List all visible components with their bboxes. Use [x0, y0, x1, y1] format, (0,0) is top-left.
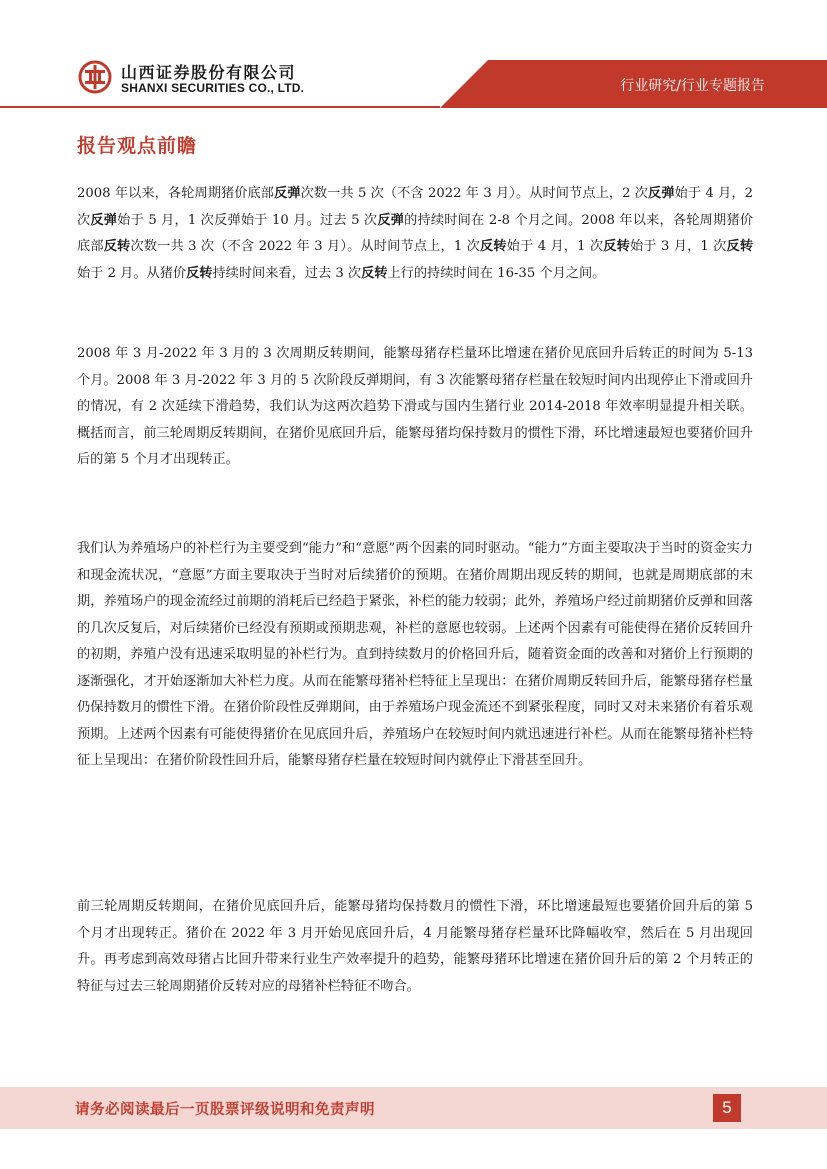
paragraph-1 — [77, 181, 753, 287]
text-run: 2008 年以来，各轮周期猪价底部 — [77, 186, 275, 201]
bold-term: 反转 — [103, 239, 131, 254]
company-name-en: SHANXI SECURITIES CO., LTD. — [121, 81, 305, 95]
bold-term: 反转 — [186, 265, 213, 281]
text-run: 的持续时间在 2-8 个月之间。2008 年以来，各轮周期猪价底部 — [77, 212, 754, 254]
paragraph-conclusion — [77, 894, 753, 1000]
bold-term: 反弹 — [274, 186, 301, 201]
bold-term: 反转 — [603, 239, 630, 254]
text-run: 次数一共 3 次（不含 2022 年 3 月）。从时间节点上，1 次 — [130, 239, 480, 254]
text-run: 持续时间来看，过去 3 次 — [212, 265, 362, 281]
footer-disclaimer: 请务必阅读最后一页股票评级说明和免责声明 — [75, 1102, 375, 1118]
bold-term: 反转 — [479, 239, 507, 254]
bold-term: 反转 — [726, 239, 754, 254]
paragraph-restocking-drivers — [77, 536, 753, 775]
bold-term: 反弹 — [377, 212, 405, 228]
section-title: 报告观点前瞻 — [77, 135, 198, 157]
text-run: 始于 5 月，1 次反弹始于 10 月。过去 5 次 — [117, 212, 378, 228]
text-run: 始于 3 月，1 次 — [629, 239, 727, 254]
paragraph-4: 前三轮周期反转期间，在猪价见底回升后，能繁母猪均保持数月的惯性下滑，环比增速最短也要猪价回升后的第 5 个月才出现转正。猪价在 2022 年 3 月开始见底回升后，4 月能繁母猪存栏量环比降幅收窄，然后在 5 月出现回升。再考虑到高效母猪占比回升带来行业生产效率提升的趋势，能繁母猪环比增速在猪价回升后的第 2 个月转正的特征与过去三轮周期猪价反转对应的母猪补栏特征不吻合。 — [77, 899, 753, 994]
page-number: 5 — [713, 1094, 741, 1122]
bold-term: 反弹 — [648, 186, 675, 201]
text-run: 上行的持续时间在 16-35 个月之间。 — [387, 265, 606, 281]
paragraph-rebound-reversal — [77, 181, 753, 287]
report-type-tag: 行业研究/行业专题报告 — [620, 78, 765, 94]
bold-term: 反弹 — [90, 212, 118, 228]
company-logo-icon — [78, 60, 112, 94]
bold-term: 反转 — [361, 265, 388, 281]
text-run: 始于 2 月。从猪价 — [77, 265, 187, 281]
text-run: 始于 4 月，1 次 — [506, 239, 604, 254]
paragraph-3: 我们认为养殖场户的补栏行为主要受到“能力”和“意愿”两个因素的同时驱动。“能力”方面主要取决于当时的资金实力和现金流状况，“意愿”方面主要取决于当时对后续猪价的预期。在猪价周期出现反转的期间，也就是周期底部的末期，养殖场户的现金流经过前期的消耗后已经趋于紧张，补栏的能力较弱；此外，养殖场户经过前期猪价反弹和回落的几次反复后，对后续猪价已经没有预期或预期悲观，补栏的意愿也较弱。上述两个因素有可能使得在猪价反转回升的初期，养殖户没有迅速采取明显的补栏行为。直到持续数月的价格回升后，随着资金面的改善和对猪价上行预期的逐渐强化，才开始逐渐加大补栏力度。从而在能繁母猪补栏特征上呈现出：在猪价周期反转回升后，能繁母猪存栏量仍保持数月的惯性下滑。在猪价阶段性反弹期间，由于养殖场户现金流还不到紧张程度，同时又对未来猪价有着乐观预期。上述两个因素有可能使得猪价在见底回升后，养殖场户在较短时间内就迅速进行补栏。从而在能繁母猪补栏特征上呈现出：在猪价阶段性回升后，能繁母猪存栏量在较短时间内就停止下滑甚至回升。 — [77, 541, 753, 768]
page-header — [0, 0, 827, 112]
paragraph-sow-inventory — [77, 341, 753, 474]
text-run: 次数一共 5 次（不含 2022 年 3 月）。从时间节点上，2 次 — [300, 186, 649, 201]
text-run: 始于 4 月，2 次 — [77, 186, 753, 228]
company-name-cn: 山西证券股份有限公司 — [121, 63, 297, 82]
paragraph-2: 2008 年 3 月-2022 年 3 月的 3 次周期反转期间，能繁母猪存栏量环比增速在猪价见底回升后转正的时间为 5-13 个月。2008 年 3 月-2022 年 3 月的 5 次阶段反弹期间，有 3 次能繁母猪存栏量在较短时间内出现停止下滑或回升的情况，有 2 次延续下滑趋势，我们认为这两次趋势下滑或与国内生猪行业 2014-2018 年效率明显提升相关联。概括而言，前三轮周期反转期间，在猪价见底回升后，能繁母猪均保持数月的惯性下滑，环比增速最短也要猪价回升后的第 5 个月才出现转正。 — [77, 346, 753, 467]
